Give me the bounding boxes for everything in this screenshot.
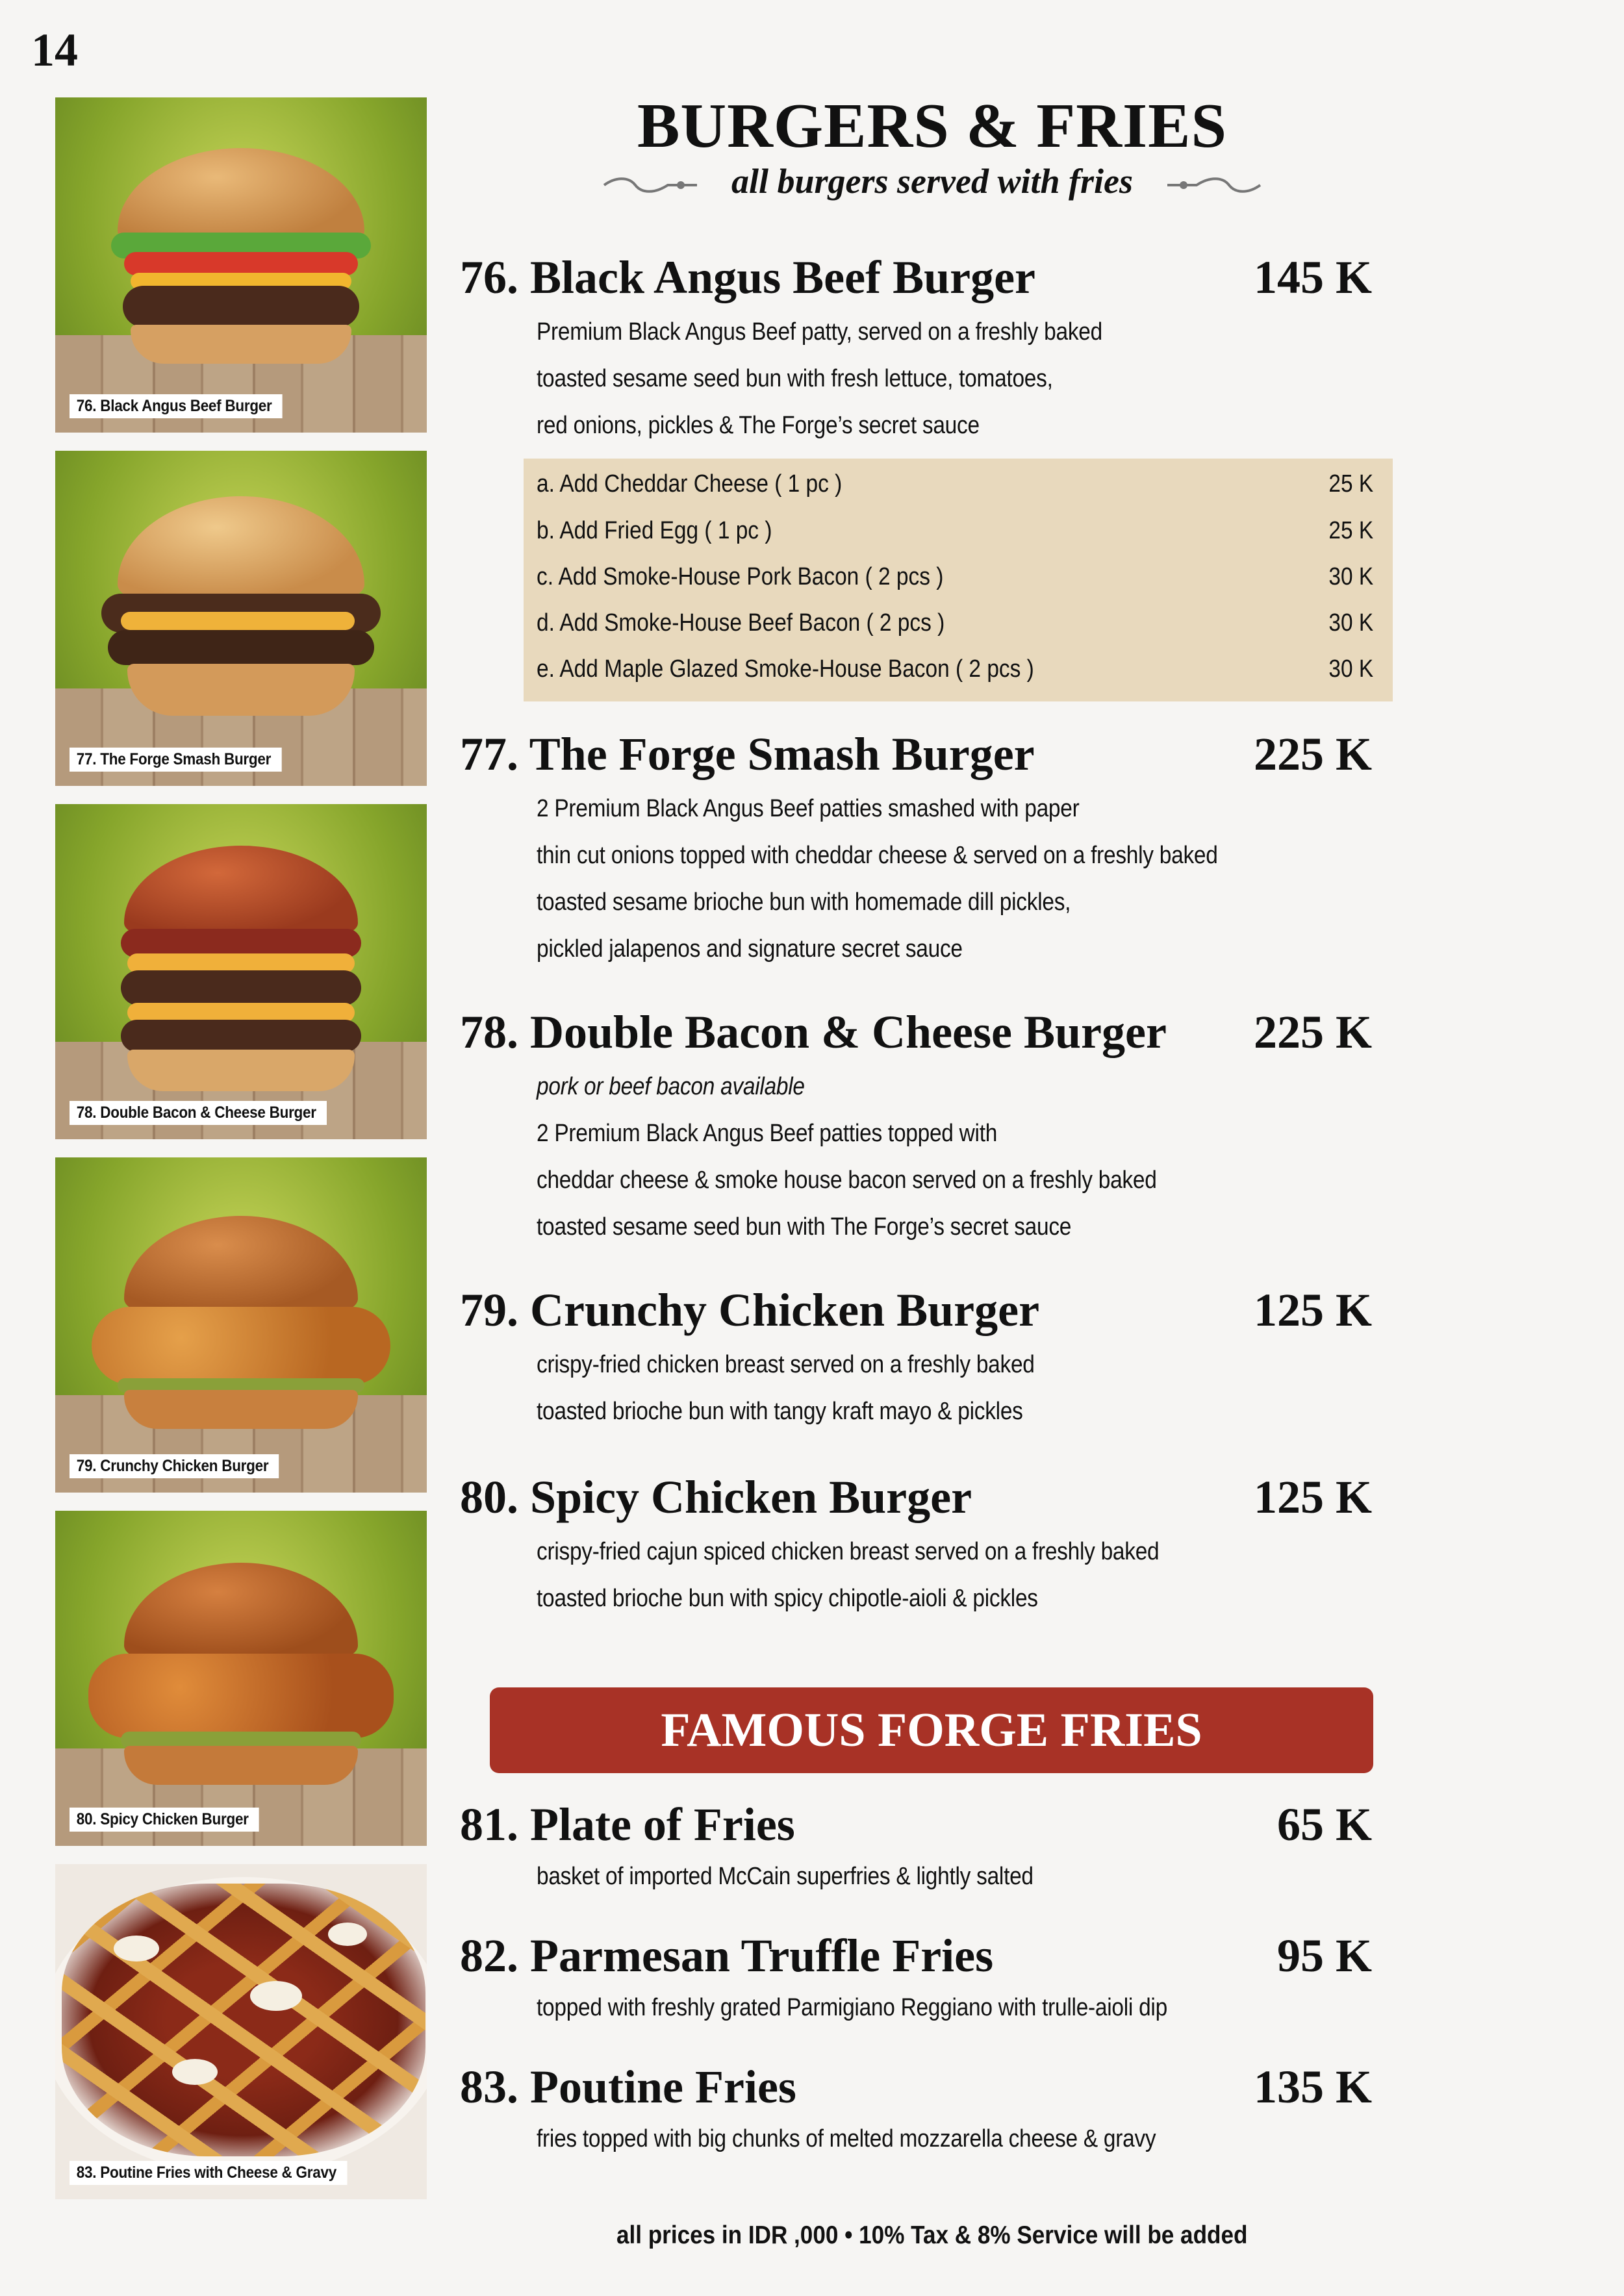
item-description: Premium Black Angus Beef patty, served on a freshly baked [537,318,1102,346]
item-price: 125 K [1253,1471,1372,1523]
page-number: 14 [31,24,78,76]
item-price: 135 K [1253,2061,1372,2113]
item-title: 81. Plate of Fries [460,1798,795,1850]
addons-box [524,459,1393,701]
photo-caption: 77. The Forge Smash Burger [70,748,281,772]
photo-spicy-chicken-burger [55,1511,427,1846]
photo-caption: 83. Poutine Fries with Cheese & Gravy [70,2161,347,2185]
item-description: toasted brioche bun with spicy chipotle-aioli & pickles [537,1585,1038,1612]
fries-section-banner: FAMOUS FORGE FRIES [490,1687,1373,1773]
item-description: 2 Premium Black Angus Beef patties smashed with paper [537,795,1080,822]
item-title: 77. The Forge Smash Burger [460,728,1035,780]
item-description: thin cut onions topped with cheddar cheese & served on a freshly baked [537,842,1218,869]
addon-price: 30 K [1328,609,1373,637]
item-description: toasted brioche bun with tangy kraft mayo & pickles [537,1398,1023,1425]
item-price: 225 K [1253,1006,1372,1058]
item-price: 225 K [1253,728,1372,780]
item-description: fries topped with big chunks of melted mozzarella cheese & gravy [537,2125,1156,2152]
addon-label: b. Add Fried Egg ( 1 pc ) [537,517,772,544]
item-description: topped with freshly grated Parmigiano Reggiano with trulle-aioli dip [537,1994,1167,2021]
photo-crunchy-chicken-burger [55,1157,427,1493]
photo-caption: 80. Spicy Chicken Burger [70,1808,259,1832]
photo-poutine-fries [55,1864,427,2199]
item-description: cheddar cheese & smoke house bacon served on a freshly baked [537,1167,1157,1194]
item-description: pickled jalapenos and signature secret sauce [537,935,963,963]
item-description: basket of imported McCain superfries & lightly salted [537,1863,1034,1890]
item-price: 145 K [1253,251,1372,303]
addon-label: e. Add Maple Glazed Smoke-House Bacon ( 2 pcs ) [537,655,1034,683]
photo-double-bacon-burger [55,804,427,1139]
item-title: 80. Spicy Chicken Burger [460,1471,972,1523]
price-footnote-text: all prices in IDR ,000 • 10% Tax & 8% Service will be added [616,2221,1248,2249]
photo-caption: 79. Crunchy Chicken Burger [70,1454,279,1478]
flourish-right-icon [1164,175,1262,195]
photo-caption: 78. Double Bacon & Cheese Burger [70,1101,327,1125]
item-title: 76. Black Angus Beef Burger [460,251,1036,303]
addon-label: c. Add Smoke-House Pork Bacon ( 2 pcs ) [537,563,944,590]
photo-black-angus-burger [55,97,427,433]
page-subtitle: all burgers served with fries [731,162,1134,201]
item-description: red onions, pickles & The Forge’s secret sauce [537,412,980,439]
addon-price: 30 K [1328,655,1373,683]
price-footnote [494,2221,1371,2250]
item-description: toasted sesame seed bun with The Forge’s secret sauce [537,1213,1072,1241]
item-price: 65 K [1276,1798,1372,1850]
addon-label: a. Add Cheddar Cheese ( 1 pc ) [537,470,843,498]
photo-forge-smash-burger [55,451,427,786]
page-title: BURGERS & FRIES [637,91,1228,161]
item-price: 125 K [1253,1284,1372,1336]
addon-price: 30 K [1328,563,1373,590]
item-title: 82. Parmesan Truffle Fries [460,1930,994,1982]
photo-caption: 76. Black Angus Beef Burger [70,394,283,418]
item-price: 95 K [1276,1930,1372,1982]
item-title: 83. Poutine Fries [460,2061,796,2113]
item-description: 2 Premium Black Angus Beef patties topped with [537,1120,998,1147]
item-description: crispy-fried cajun spiced chicken breast served on a freshly baked [537,1538,1160,1565]
item-description: toasted sesame seed bun with fresh lettuce, tomatoes, [537,365,1053,392]
addon-price: 25 K [1328,470,1373,498]
item-title: 78. Double Bacon & Cheese Burger [460,1006,1167,1058]
addon-price: 25 K [1328,517,1373,544]
item-note: pork or beef bacon available [537,1073,805,1100]
item-description: toasted sesame brioche bun with homemade dill pickles, [537,889,1071,916]
item-title: 79. Crunchy Chicken Burger [460,1284,1040,1336]
addon-label: d. Add Smoke-House Beef Bacon ( 2 pcs ) [537,609,945,637]
item-description: crispy-fried chicken breast served on a freshly baked [537,1351,1035,1378]
